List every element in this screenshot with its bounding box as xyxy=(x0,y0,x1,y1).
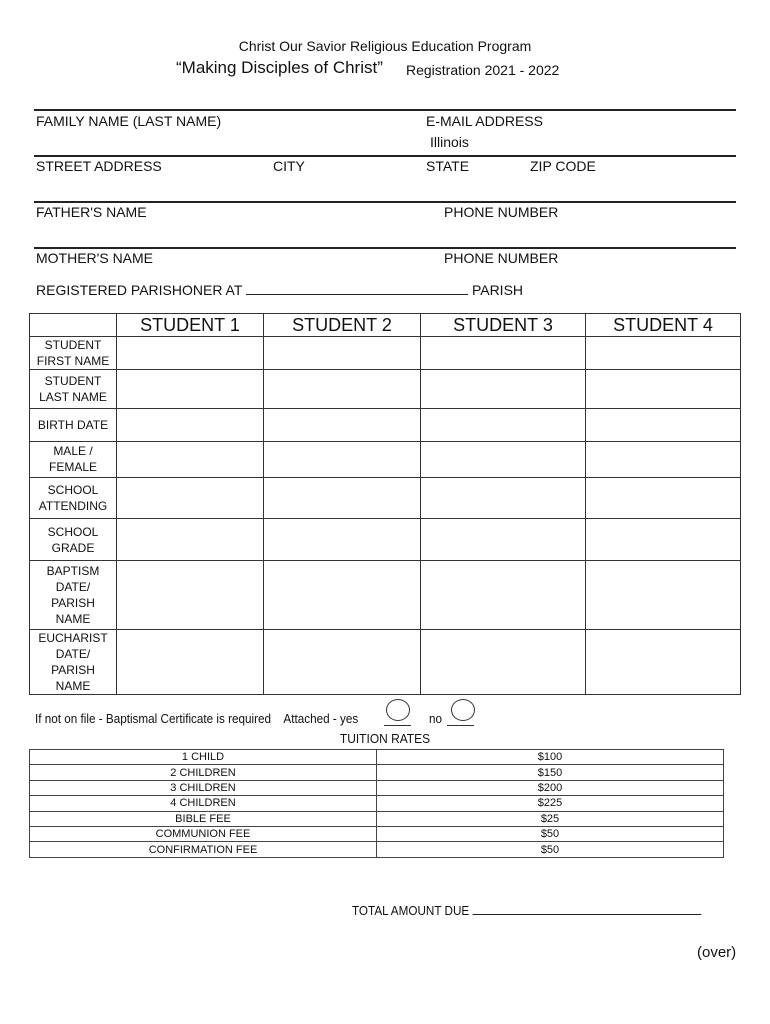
tuition-row xyxy=(30,765,724,780)
street-address-label: STREET ADDRESS xyxy=(36,158,162,174)
row-label xyxy=(30,441,117,477)
tuition-item: BIBLE FEE xyxy=(30,811,377,826)
tuition-item: 3 CHILDREN xyxy=(30,780,377,795)
tuition-price: $50 xyxy=(377,842,724,857)
city-label: CITY xyxy=(273,158,305,174)
row-label-line: NAME xyxy=(55,611,91,626)
student-2-input-cell[interactable] xyxy=(264,337,421,370)
student-1-header: STUDENT 1 xyxy=(117,314,264,337)
registration-year: Registration 2021 - 2022 xyxy=(406,62,560,78)
tuition-row xyxy=(30,811,724,826)
student-field-row xyxy=(30,409,741,441)
divider-line xyxy=(34,201,736,203)
student-3-header: STUDENT 3 xyxy=(421,314,586,337)
student-4-input-cell[interactable] xyxy=(586,477,741,518)
tuition-row xyxy=(30,780,724,795)
row-label-line: ATTENDING xyxy=(38,498,108,513)
total-amount-row xyxy=(352,903,701,918)
student-1-input-cell[interactable] xyxy=(117,477,264,518)
tuition-item: 4 CHILDREN xyxy=(30,796,377,811)
student-1-input-cell[interactable] xyxy=(117,561,264,629)
row-label xyxy=(30,629,117,694)
row-label-line: EUCHARIST xyxy=(38,630,108,645)
student-3-input-cell[interactable] xyxy=(421,561,586,629)
student-field-row xyxy=(30,561,741,629)
student-4-input-cell[interactable] xyxy=(586,370,741,409)
student-2-input-cell[interactable] xyxy=(264,409,421,441)
corner-cell xyxy=(30,314,117,337)
student-2-input-cell[interactable] xyxy=(264,370,421,409)
row-label-line: STUDENT xyxy=(44,374,102,389)
state-label: STATE xyxy=(426,158,470,174)
row-label-line: FEMALE xyxy=(48,460,97,475)
row-label-line: PARISH xyxy=(51,595,95,610)
tuition-rates-title: TUITION RATES xyxy=(339,731,431,746)
tuition-price: $150 xyxy=(377,765,724,780)
student-3-input-cell[interactable] xyxy=(421,441,586,477)
father-name-label: FATHER'S NAME xyxy=(36,204,147,220)
tuition-price: $50 xyxy=(377,826,724,841)
row-label-line: SCHOOL xyxy=(47,524,99,539)
student-4-header: STUDENT 4 xyxy=(586,314,741,337)
certificate-note-text: If not on file - Baptismal Certificate is required xyxy=(35,711,272,726)
row-label xyxy=(30,518,117,560)
student-field-row xyxy=(30,518,741,560)
parish-prefix-label: REGISTERED PARISHONER AT xyxy=(36,282,243,298)
attached-no-radio[interactable] xyxy=(451,699,475,721)
tuition-row xyxy=(30,842,724,857)
student-1-input-cell[interactable] xyxy=(117,337,264,370)
state-value[interactable]: Illinois xyxy=(430,134,469,150)
tuition-price: $200 xyxy=(377,780,724,795)
student-4-input-cell[interactable] xyxy=(586,337,741,370)
tuition-item: 1 CHILD xyxy=(30,750,377,765)
row-label-line: STUDENT xyxy=(44,338,102,353)
tuition-price: $25 xyxy=(377,811,724,826)
student-table xyxy=(29,313,741,695)
row-label-line: SCHOOL xyxy=(47,482,99,497)
student-2-input-cell[interactable] xyxy=(264,441,421,477)
total-amount-label: TOTAL AMOUNT DUE xyxy=(352,903,470,918)
tuition-item: CONFIRMATION FEE xyxy=(30,842,377,857)
no-label: no xyxy=(429,711,443,726)
father-phone-label: PHONE NUMBER xyxy=(444,204,559,220)
student-field-row xyxy=(30,441,741,477)
attached-yes-radio[interactable] xyxy=(386,699,410,721)
attached-yes-label: Attached - yes xyxy=(283,711,359,726)
family-name-label: FAMILY NAME (LAST NAME) xyxy=(36,113,222,129)
student-1-input-cell[interactable] xyxy=(117,441,264,477)
tuition-row xyxy=(30,750,724,765)
student-4-input-cell[interactable] xyxy=(586,518,741,560)
tuition-table xyxy=(29,749,724,858)
divider-line xyxy=(34,247,736,249)
mother-phone-label: PHONE NUMBER xyxy=(444,250,559,266)
parish-row xyxy=(36,282,523,298)
row-label-line: LAST NAME xyxy=(39,390,107,405)
row-label xyxy=(30,337,117,370)
parish-suffix-label: PARISH xyxy=(471,282,524,298)
student-1-input-cell[interactable] xyxy=(117,518,264,560)
student-4-input-cell[interactable] xyxy=(586,441,741,477)
tuition-row xyxy=(30,796,724,811)
program-name: Christ Our Savior Religious Education Program xyxy=(238,38,532,54)
student-1-input-cell[interactable] xyxy=(117,370,264,409)
row-label xyxy=(30,370,117,409)
zip-code-label: ZIP CODE xyxy=(530,158,596,174)
student-2-input-cell[interactable] xyxy=(264,477,421,518)
row-label-line: DATE/ xyxy=(55,646,91,661)
student-3-input-cell[interactable] xyxy=(421,370,586,409)
student-field-row xyxy=(30,477,741,518)
row-label xyxy=(30,409,117,441)
student-2-input-cell[interactable] xyxy=(264,629,421,694)
row-label-line: NAME xyxy=(55,678,91,693)
divider-line xyxy=(34,109,736,111)
student-2-input-cell[interactable] xyxy=(264,561,421,629)
total-amount-input[interactable] xyxy=(473,903,702,915)
tuition-item: 2 CHILDREN xyxy=(30,765,377,780)
student-4-input-cell[interactable] xyxy=(586,409,741,441)
student-header-row xyxy=(30,314,741,337)
student-4-input-cell[interactable] xyxy=(586,561,741,629)
parish-input[interactable] xyxy=(246,282,468,295)
form-title: “Making Disciples of Christ” xyxy=(176,58,383,77)
tuition-price: $100 xyxy=(377,750,724,765)
student-field-row xyxy=(30,629,741,694)
tuition-price: $225 xyxy=(377,796,724,811)
row-label xyxy=(30,477,117,518)
no-blank-line xyxy=(447,725,474,726)
student-field-row xyxy=(30,337,741,370)
student-3-input-cell[interactable] xyxy=(421,409,586,441)
student-2-input-cell[interactable] xyxy=(264,518,421,560)
certificate-note xyxy=(35,711,358,726)
row-label-line: BAPTISM xyxy=(46,563,100,578)
student-field-row xyxy=(30,370,741,409)
row-label-line: FIRST NAME xyxy=(36,354,110,369)
mother-name-label: MOTHER'S NAME xyxy=(36,250,154,266)
student-2-header: STUDENT 2 xyxy=(264,314,421,337)
tuition-item: COMMUNION FEE xyxy=(30,826,377,841)
student-3-input-cell[interactable] xyxy=(421,337,586,370)
row-label-line: MALE / xyxy=(53,444,93,459)
yes-blank-line xyxy=(384,725,411,726)
student-3-input-cell[interactable] xyxy=(421,629,586,694)
over-note: (over) xyxy=(697,944,737,961)
email-label: E-MAIL ADDRESS xyxy=(426,113,543,129)
student-4-input-cell[interactable] xyxy=(586,629,741,694)
student-1-input-cell[interactable] xyxy=(117,629,264,694)
row-label-line: GRADE xyxy=(51,540,95,555)
row-label-line: DATE/ xyxy=(55,579,91,594)
divider-line xyxy=(34,155,736,157)
tuition-row xyxy=(30,826,724,841)
row-label-line: BIRTH DATE xyxy=(37,417,109,432)
student-3-input-cell[interactable] xyxy=(421,477,586,518)
student-1-input-cell[interactable] xyxy=(117,409,264,441)
row-label-line: PARISH xyxy=(51,662,95,677)
row-label xyxy=(30,561,117,629)
student-3-input-cell[interactable] xyxy=(421,518,586,560)
